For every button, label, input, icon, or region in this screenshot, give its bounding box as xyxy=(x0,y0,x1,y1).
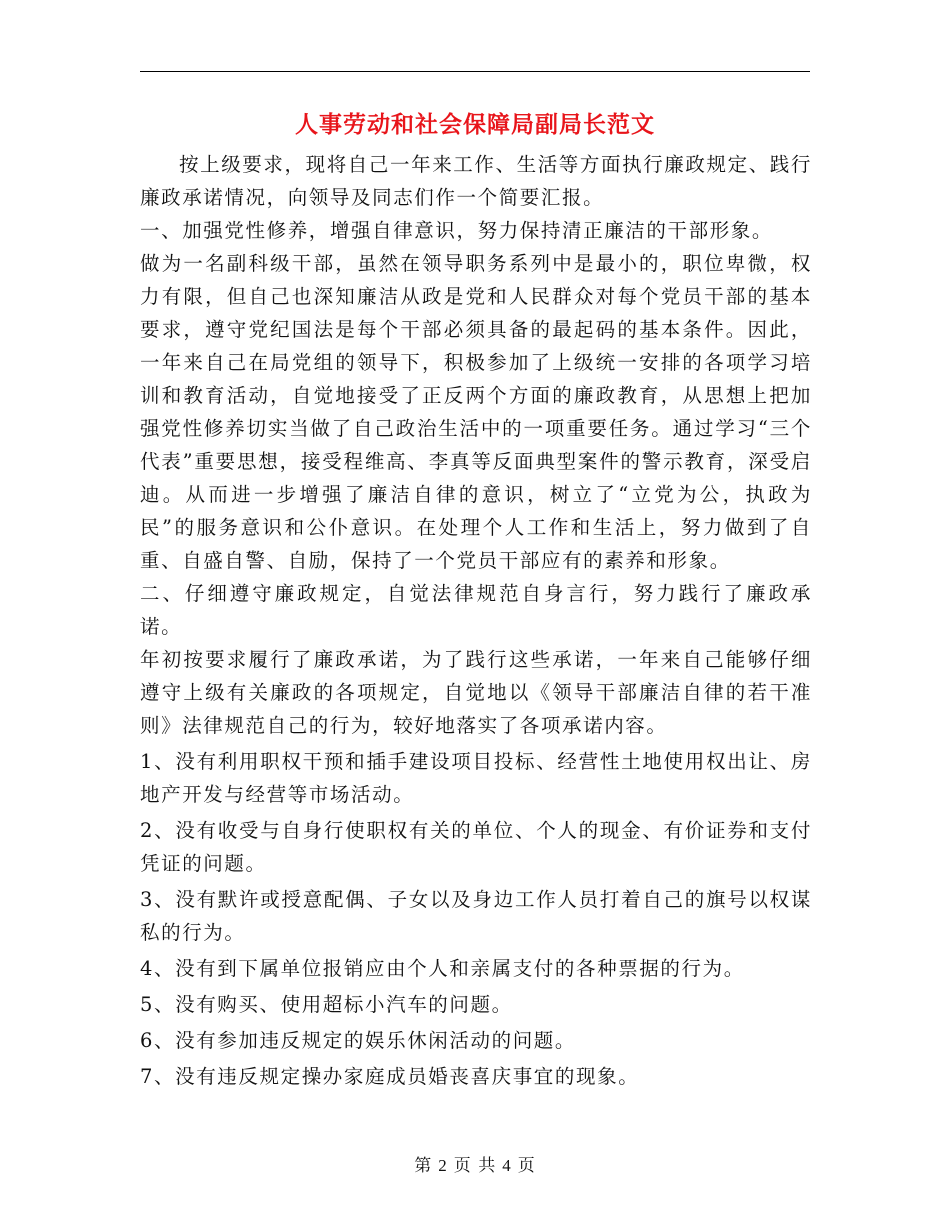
section-2-paragraph: 年初按要求履行了廉政承诺，为了践行这些承诺，一年来自己能够仔细遵守上级有关廉政的各项规定，自觉地以《领导干部廉洁自律的若干准则》法律规范自己的行为，较好地落实了各项承诺内容。 xyxy=(140,648,812,737)
list-item-3: 3、没有默许或授意配偶、子女以及身边工作人员打着自己的旗号以权谋私的行为。 xyxy=(140,888,812,944)
list-item-6: 6、没有参加违反规定的娱乐休闲活动的问题。 xyxy=(140,1029,577,1052)
section-heading-2: 二、仔细遵守廉政规定，自觉法律规范自身言行，努力践行了廉政承诺。 xyxy=(140,582,812,638)
list-item-1: 1、没有利用职权干预和插手建设项目投标、经营性土地使用权出让、房地产开发与经营等市场活动。 xyxy=(140,750,812,806)
list-item-2: 2、没有收受与自身行使职权有关的单位、个人的现金、有价证券和支付凭证的问题。 xyxy=(140,819,812,875)
list-item-5: 5、没有购买、使用超标小汽车的问题。 xyxy=(140,993,513,1016)
footer-current-page: 2 xyxy=(438,1156,448,1175)
list-item-4: 4、没有到下属单位报销应由个人和亲属支付的各种票据的行为。 xyxy=(140,957,745,980)
footer-prefix: 第 xyxy=(414,1156,433,1176)
list-item-7: 7、没有违反规定操办家庭成员婚丧喜庆事宜的现象。 xyxy=(140,1065,640,1088)
section-1-paragraph: 做为一名副科级干部，虽然在领导职务系列中是最小的，职位卑微，权力有限，但自己也深知廉洁从政是党和人民群众对每个党员干部的基本要求，遵守党纪国法是每个干部必须具备的最起码的基本条件。因此，一年来自己在局党组的领导下，积极参加了上级统一安排的各项学习培训和教育活动，自觉地接受了正反两个方面的廉政教育，从思想上把加强党性修养切实当做了自己政治生活中的一项重要任务。通过学习“三个代表”重要思想，接受程维高、李真等反面典型案件的警示教育，深受启迪。从而进一步增强了廉洁自律的意识，树立了“立党为公，执政为民”的服务意识和公仆意识。在处理个人工作和生活上，努力做到了自重、自盛自警、自励，保持了一个党员干部应有的素养和形象。 xyxy=(140,252,812,572)
intro-paragraph: 按上级要求，现将自己一年来工作、生活等方面执行廉政规定、践行廉政承诺情况，向领导及同志们作一个简要汇报。 xyxy=(140,153,813,209)
section-heading-1: 一、加强党性修养，增强自律意识，努力保持清正廉洁的干部形象。 xyxy=(140,219,774,242)
footer-middle: 页 共 xyxy=(453,1156,497,1176)
document-body xyxy=(140,148,812,1093)
document-title: 人事劳动和社会保障局副局长范文 xyxy=(295,111,655,138)
footer-total-pages: 4 xyxy=(502,1156,512,1175)
page-footer xyxy=(140,1154,810,1178)
footer-suffix: 页 xyxy=(517,1156,536,1176)
header-rule xyxy=(140,71,810,72)
